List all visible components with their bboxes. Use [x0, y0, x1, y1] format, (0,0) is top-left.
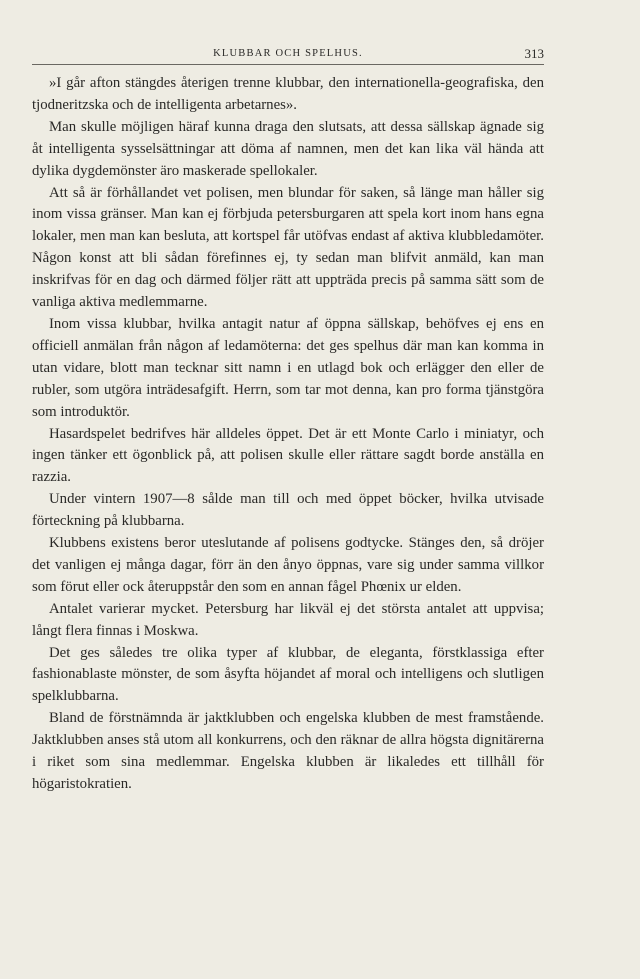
running-title: KLUBBAR OCH SPELHUS.: [213, 48, 363, 59]
paragraph: Bland de förstnämnda är jaktklubben och engelska klubben de mest framstående. Jaktklubben anses stå utom all konkurrens, och den räknar de allra högsta dignitärerna i riket som sina medlemmar. Engelska klubben är likaledes ett tillhåll för högaristokratien.: [32, 710, 544, 792]
paragraph: Hasardspelet bedrifves här alldeles öppet. Det är ett Monte Carlo i miniatyr, och ingen tänker ett ögonblick på, att polisen skulle eller rättare sagdt borde anställa en razzia.: [32, 425, 544, 486]
book-page: [32, 0, 544, 979]
body-text: [32, 73, 544, 796]
paragraph: Att så är förhållandet vet polisen, men blundar för saken, så länge man håller sig inom vissa gränser. Man kan ej förbjuda petersburgaren att spela kort inom hans egna lokaler, men man kan besluta, att kortspel får utöfvas endast af aktiva klubbledamöter. Någon konst att bli sådan förefinnes ej, ty sedan man blifvit anmäld, kan man inskrifvas för en dag och därmed följer rätt att uppträda precis på samma sätt som de vanliga aktiva medlemmarne.: [32, 184, 544, 311]
paragraph: »I går afton stängdes återigen trenne klubbar, den internationella-geografiska, den tjodneritzska och de intelligenta arbetarnes».: [32, 75, 544, 113]
paragraph: Under vintern 1907—8 sålde man till och med öppet böcker, hvilka utvisade förteckning på klubbarna.: [32, 491, 544, 530]
paragraph: Det ges således tre olika typer af klubbar, de eleganta, förstklassiga efter fashionablaste mönster, de som åsyfta höjandet af moral och intelligens och slutligen spelklubbarna.: [32, 644, 544, 705]
paragraph: Antalet varierar mycket. Petersburg har likväl ej det största antalet att uppvisa; långt flera finnas i Moskwa.: [32, 600, 544, 639]
paragraph: Man skulle möjligen häraf kunna draga den slutsats, att dessa sällskap ägnade sig åt intelligenta sysselsättningar att döma af namnen, men det kan lika väl hända att dylika dygdemönster äro maskerade spellokaler.: [32, 118, 544, 179]
paragraph: Klubbens existens beror uteslutande af polisens godtycke. Stänges den, så dröjer det vanligen ej många dagar, förr än den ånyo öppnas, vare sig under samma villkor som förut eller ock återuppstår den som en annan fågel Phœnix ur elden.: [32, 535, 544, 595]
paragraph: Inom vissa klubbar, hvilka antagit natur af öppna sällskap, behöfves ej ens en officiell anmälan från någon af ledamöterna: det ges spelhus där man kan komma in utan vidare, blott man tecknar sitt namn i en utlagd bok och erlägger den eller de rubler, som utgöra inträdesafgift. Herrn, som tar mot denna, kan pro forma tjänstgöra som introduktör.: [32, 315, 544, 420]
page-number: 313: [524, 46, 544, 61]
page-header: [32, 44, 544, 65]
